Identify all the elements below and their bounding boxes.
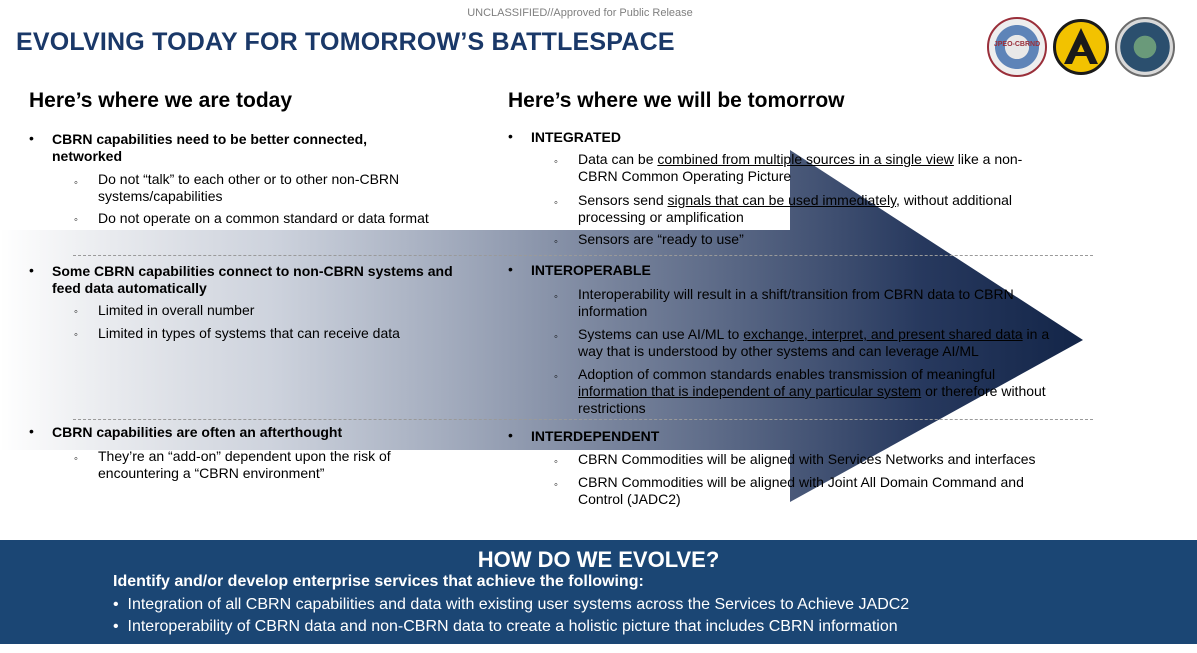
today-item-1-sub-2: Do not operate on a common standard or data format — [98, 210, 429, 226]
today-item-1-sub-1: Do not “talk” to each other or to other non-CBRN systems/capabilities — [98, 171, 400, 204]
sub-bullet: ◦ — [74, 453, 78, 465]
banner-bullet-2: • Interoperability of CBRN data and non-CBRN data to create a holistic picture that includes CBRN information — [113, 618, 898, 635]
section-interoperable-title: INTEROPERABLE — [531, 262, 651, 278]
interdependent-sub-1: CBRN Commodities will be aligned with Services Networks and interfaces — [578, 451, 1036, 467]
banner-title: HOW DO WE EVOLVE? — [477, 547, 720, 572]
interdependent-sub-2: CBRN Commodities will be aligned with Joint All Domain Command and Control (JADC2) — [578, 474, 1024, 507]
slide-title: EVOLVING TODAY FOR TOMORROW’S BATTLESPACE — [16, 28, 675, 56]
sub-bullet: ◦ — [554, 197, 558, 209]
sub-bullet: ◦ — [554, 156, 558, 168]
integrated-sub-2: Sensors send signals that can be used immediately, without additional processing or amplification — [578, 192, 1013, 225]
jpeo-cbrnd-seal-icon — [987, 17, 1047, 77]
classification-marking: UNCLASSIFIED//Approved for Public Release — [467, 7, 693, 19]
today-item-3-sub-1: They’re an “add-on” dependent upon the risk of encountering a “CBRN environment” — [98, 448, 391, 481]
sub-bullet: ◦ — [74, 214, 78, 226]
bullet-dot: • — [508, 261, 513, 277]
today-item-3: CBRN capabilities are often an afterthought — [52, 424, 343, 440]
sub-bullet: ◦ — [554, 291, 558, 303]
sub-bullet: ◦ — [74, 329, 78, 341]
bullet-dot: • — [29, 423, 34, 439]
jpeo-cbrnd-seal-label: JPEO-CBRND — [993, 41, 1041, 48]
sub-bullet: ◦ — [554, 236, 558, 248]
tomorrow-heading: Here’s where we will be tomorrow — [508, 89, 845, 112]
sub-bullet: ◦ — [554, 456, 558, 468]
command-seal-icon — [1115, 17, 1175, 77]
today-item-2: Some CBRN capabilities connect to non-CBRN systems and feed data automatically — [52, 263, 453, 296]
logo-group — [987, 17, 1175, 77]
bullet-dot: • — [508, 427, 513, 443]
banner-subtitle: Identify and/or develop enterprise services that achieve the following: — [113, 573, 644, 590]
bullet-dot: • — [508, 128, 513, 144]
bullet-dot: • — [29, 262, 34, 278]
army-acquisition-logo-icon — [1053, 19, 1109, 75]
sub-bullet: ◦ — [554, 331, 558, 343]
today-heading: Here’s where we are today — [29, 89, 293, 112]
interoperable-sub-1: Interoperability will result in a shift/transition from CBRN data to CBRN information — [578, 286, 1014, 319]
bullet-dot: • — [29, 130, 34, 146]
separator-1 — [73, 255, 1093, 256]
evolve-banner — [0, 540, 1197, 644]
sub-bullet: ◦ — [74, 306, 78, 318]
interoperable-sub-2: Systems can use AI/ML to exchange, interpret, and present shared data in a way that is understood by other systems and can leverage AI/ML — [578, 326, 1050, 359]
sub-bullet: ◦ — [554, 371, 558, 383]
today-item-2-sub-2: Limited in types of systems that can receive data — [98, 325, 400, 341]
integrated-sub-1: Data can be combined from multiple sources in a single view like a non-CBRN Common Operating Picture — [578, 151, 1023, 184]
interoperable-sub-3: Adoption of common standards enables transmission of meaningful information that is independent of any particular system or therefore without restrictions — [578, 366, 1046, 416]
section-interdependent-title: INTERDEPENDENT — [531, 428, 660, 444]
today-item-2-sub-1: Limited in overall number — [98, 302, 255, 318]
sub-bullet: ◦ — [74, 177, 78, 189]
separator-2 — [73, 419, 1093, 420]
today-item-1: CBRN capabilities need to be better connected, networked — [52, 131, 368, 164]
integrated-sub-3: Sensors are “ready to use” — [578, 231, 744, 247]
sub-bullet: ◦ — [554, 479, 558, 491]
banner-bullet-1: • Integration of all CBRN capabilities and data with existing user systems across the Services to Achieve JADC2 — [113, 596, 910, 613]
section-integrated-title: INTEGRATED — [531, 129, 621, 145]
